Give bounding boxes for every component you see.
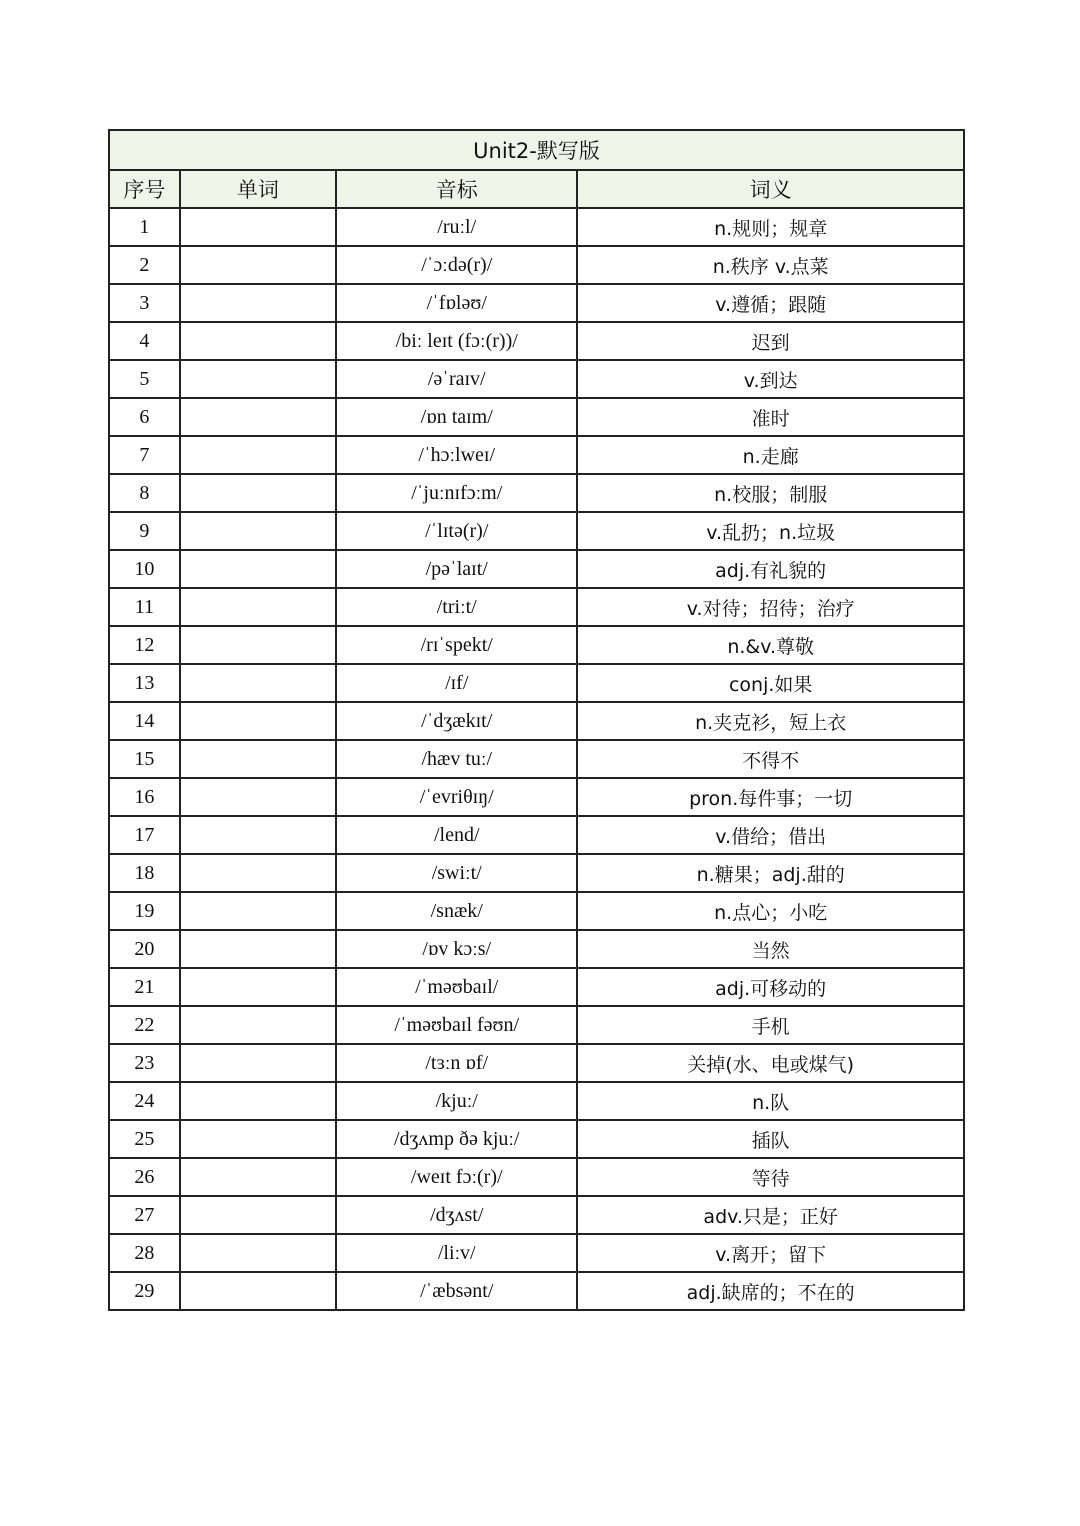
word-blank-cell[interactable] xyxy=(180,208,336,246)
table-row xyxy=(109,702,964,740)
table-row xyxy=(109,968,964,1006)
row-number: 16 xyxy=(109,778,180,816)
row-number: 17 xyxy=(109,816,180,854)
phonetic-cell: /ɪf/ xyxy=(336,664,577,702)
meaning-cell: n.校服；制服 xyxy=(577,474,964,512)
word-blank-cell[interactable] xyxy=(180,664,336,702)
row-number: 9 xyxy=(109,512,180,550)
meaning-cell: n.夹克衫，短上衣 xyxy=(577,702,964,740)
meaning-cell: adj.可移动的 xyxy=(577,968,964,1006)
phonetic-cell: /triːt/ xyxy=(336,588,577,626)
word-blank-cell[interactable] xyxy=(180,1272,336,1310)
table-row xyxy=(109,1006,964,1044)
table-row xyxy=(109,1158,964,1196)
phonetic-cell: /ruːl/ xyxy=(336,208,577,246)
row-number: 29 xyxy=(109,1272,180,1310)
table-row xyxy=(109,322,964,360)
table-row xyxy=(109,854,964,892)
meaning-cell: v.遵循；跟随 xyxy=(577,284,964,322)
header-number: 序号 xyxy=(109,170,180,208)
row-number: 13 xyxy=(109,664,180,702)
title-row xyxy=(109,130,964,170)
row-number: 23 xyxy=(109,1044,180,1082)
word-blank-cell[interactable] xyxy=(180,778,336,816)
word-blank-cell[interactable] xyxy=(180,588,336,626)
meaning-cell: pron.每件事；一切 xyxy=(577,778,964,816)
table-row xyxy=(109,436,964,474)
phonetic-cell: /kjuː/ xyxy=(336,1082,577,1120)
meaning-cell: v.到达 xyxy=(577,360,964,398)
word-blank-cell[interactable] xyxy=(180,1196,336,1234)
vocab-table xyxy=(108,129,965,1311)
table-row xyxy=(109,550,964,588)
table-row xyxy=(109,930,964,968)
word-blank-cell[interactable] xyxy=(180,398,336,436)
table-row xyxy=(109,1196,964,1234)
row-number: 28 xyxy=(109,1234,180,1272)
phonetic-cell: /ˈɔːdə(r)/ xyxy=(336,246,577,284)
meaning-cell: 手机 xyxy=(577,1006,964,1044)
meaning-cell: 插队 xyxy=(577,1120,964,1158)
meaning-cell: adv.只是；正好 xyxy=(577,1196,964,1234)
meaning-cell: 等待 xyxy=(577,1158,964,1196)
meaning-cell: 迟到 xyxy=(577,322,964,360)
row-number: 2 xyxy=(109,246,180,284)
meaning-cell: 当然 xyxy=(577,930,964,968)
word-blank-cell[interactable] xyxy=(180,968,336,1006)
phonetic-cell: /rɪˈspekt/ xyxy=(336,626,577,664)
meaning-cell: n.点心；小吃 xyxy=(577,892,964,930)
word-blank-cell[interactable] xyxy=(180,246,336,284)
table-row xyxy=(109,1082,964,1120)
row-number: 12 xyxy=(109,626,180,664)
word-blank-cell[interactable] xyxy=(180,1120,336,1158)
word-blank-cell[interactable] xyxy=(180,1158,336,1196)
phonetic-cell: /ˈjuːnɪfɔːm/ xyxy=(336,474,577,512)
phonetic-cell: /ˈdʒækɪt/ xyxy=(336,702,577,740)
phonetic-cell: /dʒʌst/ xyxy=(336,1196,577,1234)
phonetic-cell: /weɪt fɔː(r)/ xyxy=(336,1158,577,1196)
phonetic-cell: /ˈlɪtə(r)/ xyxy=(336,512,577,550)
table-row xyxy=(109,892,964,930)
table-row xyxy=(109,1272,964,1310)
row-number: 7 xyxy=(109,436,180,474)
row-number: 5 xyxy=(109,360,180,398)
word-blank-cell[interactable] xyxy=(180,322,336,360)
table-row xyxy=(109,626,964,664)
word-blank-cell[interactable] xyxy=(180,1044,336,1082)
meaning-cell: 准时 xyxy=(577,398,964,436)
meaning-cell: n.队 xyxy=(577,1082,964,1120)
word-blank-cell[interactable] xyxy=(180,360,336,398)
word-blank-cell[interactable] xyxy=(180,512,336,550)
row-number: 8 xyxy=(109,474,180,512)
meaning-cell: v.对待；招待；治疗 xyxy=(577,588,964,626)
row-number: 25 xyxy=(109,1120,180,1158)
header-row xyxy=(109,170,964,208)
table-row xyxy=(109,1044,964,1082)
table-row xyxy=(109,284,964,322)
header-meaning: 词义 xyxy=(577,170,964,208)
row-number: 20 xyxy=(109,930,180,968)
table-row xyxy=(109,398,964,436)
meaning-cell: v.借给；借出 xyxy=(577,816,964,854)
word-blank-cell[interactable] xyxy=(180,816,336,854)
phonetic-cell: /əˈraɪv/ xyxy=(336,360,577,398)
phonetic-cell: /ˈməʊbaɪl/ xyxy=(336,968,577,1006)
phonetic-cell: /ˈməʊbaɪl fəʊn/ xyxy=(336,1006,577,1044)
table-row xyxy=(109,740,964,778)
meaning-cell: adj.有礼貌的 xyxy=(577,550,964,588)
phonetic-cell: /pəˈlaɪt/ xyxy=(336,550,577,588)
meaning-cell: n.糖果；adj.甜的 xyxy=(577,854,964,892)
phonetic-cell: /liːv/ xyxy=(336,1234,577,1272)
word-blank-cell[interactable] xyxy=(180,702,336,740)
meaning-cell: v.乱扔；n.垃圾 xyxy=(577,512,964,550)
table-row xyxy=(109,360,964,398)
meaning-cell: 关掉(水、电或煤气) xyxy=(577,1044,964,1082)
word-blank-cell[interactable] xyxy=(180,474,336,512)
phonetic-cell: /ɒn taɪm/ xyxy=(336,398,577,436)
table-row xyxy=(109,816,964,854)
phonetic-cell: /ɒv kɔːs/ xyxy=(336,930,577,968)
row-number: 18 xyxy=(109,854,180,892)
table-row xyxy=(109,664,964,702)
word-blank-cell[interactable] xyxy=(180,1082,336,1120)
table-row xyxy=(109,246,964,284)
meaning-cell: n.走廊 xyxy=(577,436,964,474)
table-row xyxy=(109,1234,964,1272)
table-row xyxy=(109,778,964,816)
phonetic-cell: /biː leɪt (fɔː(r))/ xyxy=(336,322,577,360)
phonetic-cell: /hæv tuː/ xyxy=(336,740,577,778)
phonetic-cell: /lend/ xyxy=(336,816,577,854)
meaning-cell: 不得不 xyxy=(577,740,964,778)
phonetic-cell: /swiːt/ xyxy=(336,854,577,892)
meaning-cell: n.秩序 v.点菜 xyxy=(577,246,964,284)
phonetic-cell: /ˈfɒləʊ/ xyxy=(336,284,577,322)
row-number: 10 xyxy=(109,550,180,588)
row-number: 4 xyxy=(109,322,180,360)
word-blank-cell[interactable] xyxy=(180,1234,336,1272)
table-row xyxy=(109,588,964,626)
word-blank-cell[interactable] xyxy=(180,550,336,588)
phonetic-cell: /ˈevriθɪŋ/ xyxy=(336,778,577,816)
row-number: 19 xyxy=(109,892,180,930)
header-word: 单词 xyxy=(180,170,336,208)
row-number: 15 xyxy=(109,740,180,778)
phonetic-cell: /dʒʌmp ðə kjuː/ xyxy=(336,1120,577,1158)
phonetic-cell: /tɜːn ɒf/ xyxy=(336,1044,577,1082)
table-row xyxy=(109,512,964,550)
meaning-cell: conj.如果 xyxy=(577,664,964,702)
word-blank-cell[interactable] xyxy=(180,854,336,892)
word-blank-cell[interactable] xyxy=(180,740,336,778)
table-row xyxy=(109,208,964,246)
row-number: 22 xyxy=(109,1006,180,1044)
meaning-cell: n.&v.尊敬 xyxy=(577,626,964,664)
meaning-cell: v.离开；留下 xyxy=(577,1234,964,1272)
row-number: 27 xyxy=(109,1196,180,1234)
table-row xyxy=(109,1120,964,1158)
row-number: 6 xyxy=(109,398,180,436)
phonetic-cell: /snæk/ xyxy=(336,892,577,930)
vocab-sheet xyxy=(108,129,965,1311)
word-blank-cell[interactable] xyxy=(180,626,336,664)
row-number: 24 xyxy=(109,1082,180,1120)
header-phonetic: 音标 xyxy=(336,170,577,208)
row-number: 1 xyxy=(109,208,180,246)
word-blank-cell[interactable] xyxy=(180,1006,336,1044)
row-number: 21 xyxy=(109,968,180,1006)
meaning-cell: n.规则；规章 xyxy=(577,208,964,246)
table-title: Unit2-默写版 xyxy=(109,130,964,170)
word-blank-cell[interactable] xyxy=(180,284,336,322)
word-blank-cell[interactable] xyxy=(180,892,336,930)
row-number: 11 xyxy=(109,588,180,626)
meaning-cell: adj.缺席的；不在的 xyxy=(577,1272,964,1310)
row-number: 14 xyxy=(109,702,180,740)
phonetic-cell: /ˈæbsənt/ xyxy=(336,1272,577,1310)
row-number: 3 xyxy=(109,284,180,322)
row-number: 26 xyxy=(109,1158,180,1196)
word-blank-cell[interactable] xyxy=(180,930,336,968)
table-row xyxy=(109,474,964,512)
phonetic-cell: /ˈhɔːlweɪ/ xyxy=(336,436,577,474)
word-blank-cell[interactable] xyxy=(180,436,336,474)
